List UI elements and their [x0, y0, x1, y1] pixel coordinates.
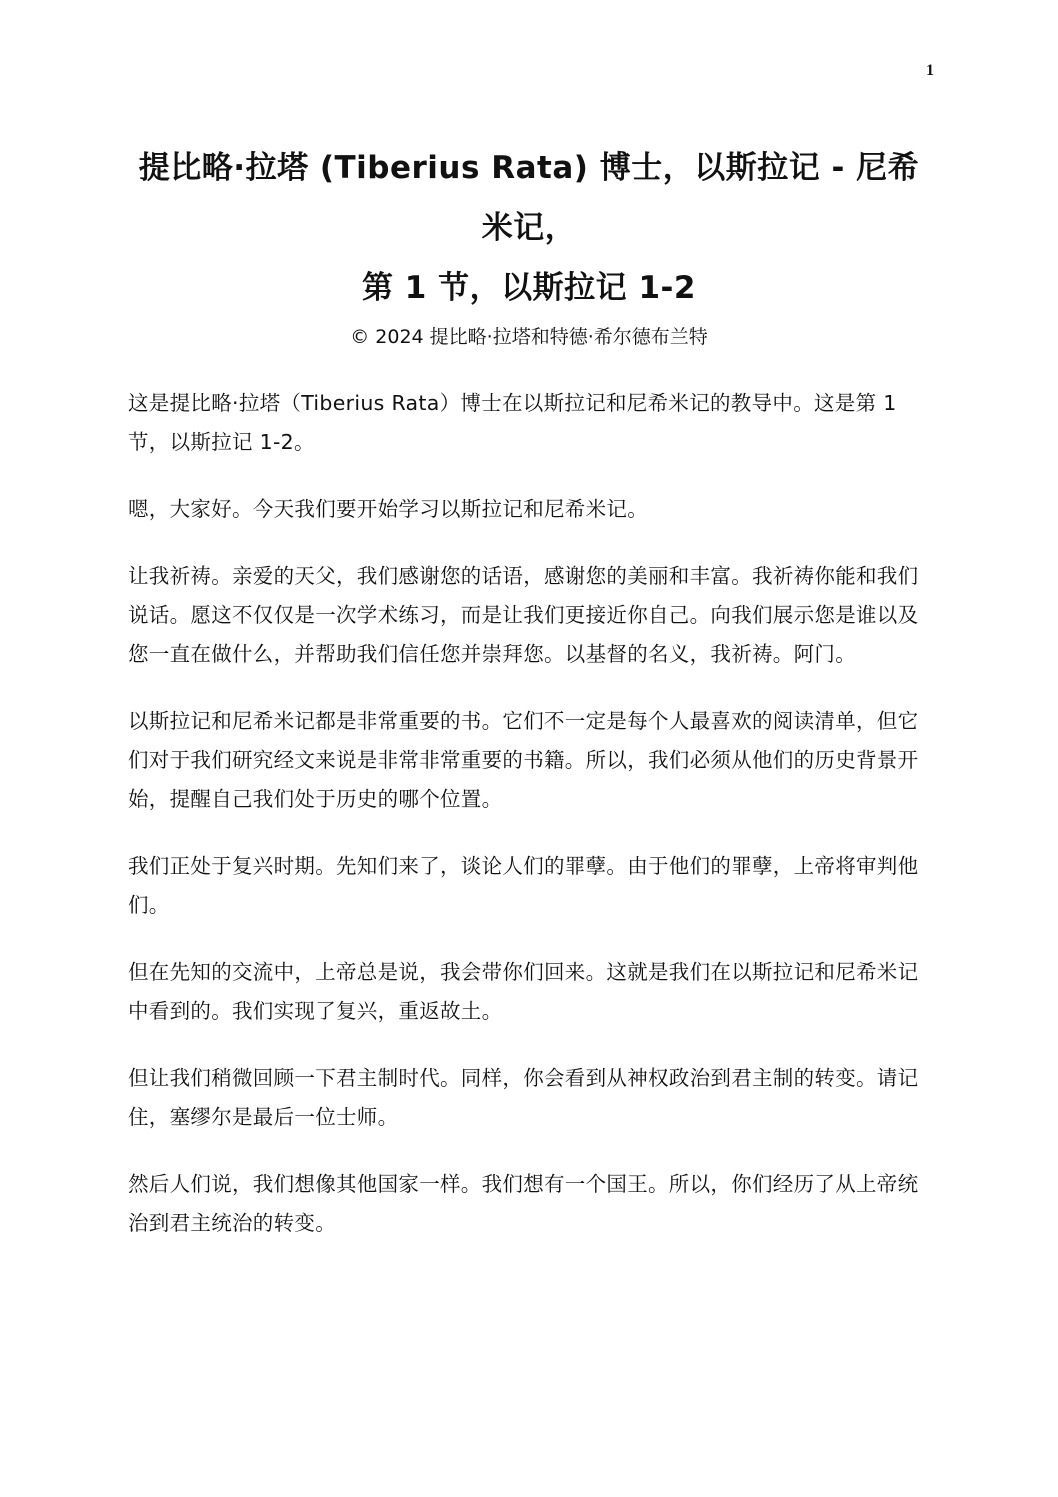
section-title: 第 1 节，以斯拉记 1-2 — [362, 270, 696, 306]
paragraph-importance: 以斯拉记和尼希米记都是非常重要的书。它们不一定是每个人最喜欢的阅读清单，但它们对于我们研究经文来说是非常非常重要的书籍。所以，我们必须从他们的历史背景开始，提醒自己我们处于历史的哪个位置。 — [128, 709, 919, 811]
paragraph-prayer: 让我祈祷。亲爱的天父，我们感谢您的话语，感谢您的美丽和丰富。我祈祷你能和我们说话。愿这不仅仅是一次学术练习，而是让我们更接近你自己。向我们展示您是谁以及您一直在做什么，并帮助我们信任您并崇拜您。以基督的名义，我祈祷。阿门。 — [128, 564, 919, 666]
copyright-notice: © 2024 提比略·拉塔和特德·希尔德布兰特 — [350, 326, 708, 348]
body-text — [128, 384, 930, 1271]
paragraph-monarchy: 但让我们稍微回顾一下君主制时代。同样，你会看到从神权政治到君主制的转变。请记住，塞缪尔是最后一位士师。 — [128, 1066, 919, 1129]
title-block — [128, 138, 930, 352]
paragraph-prophets: 但在先知的交流中，上帝总是说，我会带你们回来。这就是我们在以斯拉记和尼希米记中看到的。我们实现了复兴，重返故土。 — [128, 960, 919, 1023]
paragraph-king: 然后人们说，我们想像其他国家一样。我们想有一个国王。所以，你们经历了从上帝统治到君主统治的转变。 — [128, 1172, 919, 1235]
paragraph-restoration: 我们正处于复兴时期。先知们来了，谈论人们的罪孽。由于他们的罪孽，上帝将审判他们。 — [128, 854, 919, 917]
document-title-line-2: 米记， — [481, 210, 577, 246]
document-title-line-1: 提比略·拉塔 (Tiberius Rata) 博士，以斯拉记 - 尼希 — [138, 150, 920, 186]
paragraph-greeting: 嗯，大家好。今天我们要开始学习以斯拉记和尼希米记。 — [128, 497, 648, 521]
paragraph-intro: 这是提比略·拉塔（Tiberius Rata）博士在以斯拉记和尼希米记的教导中。这是第 1 节，以斯拉记 1-2。 — [128, 391, 897, 454]
page-number: 1 — [926, 62, 934, 79]
